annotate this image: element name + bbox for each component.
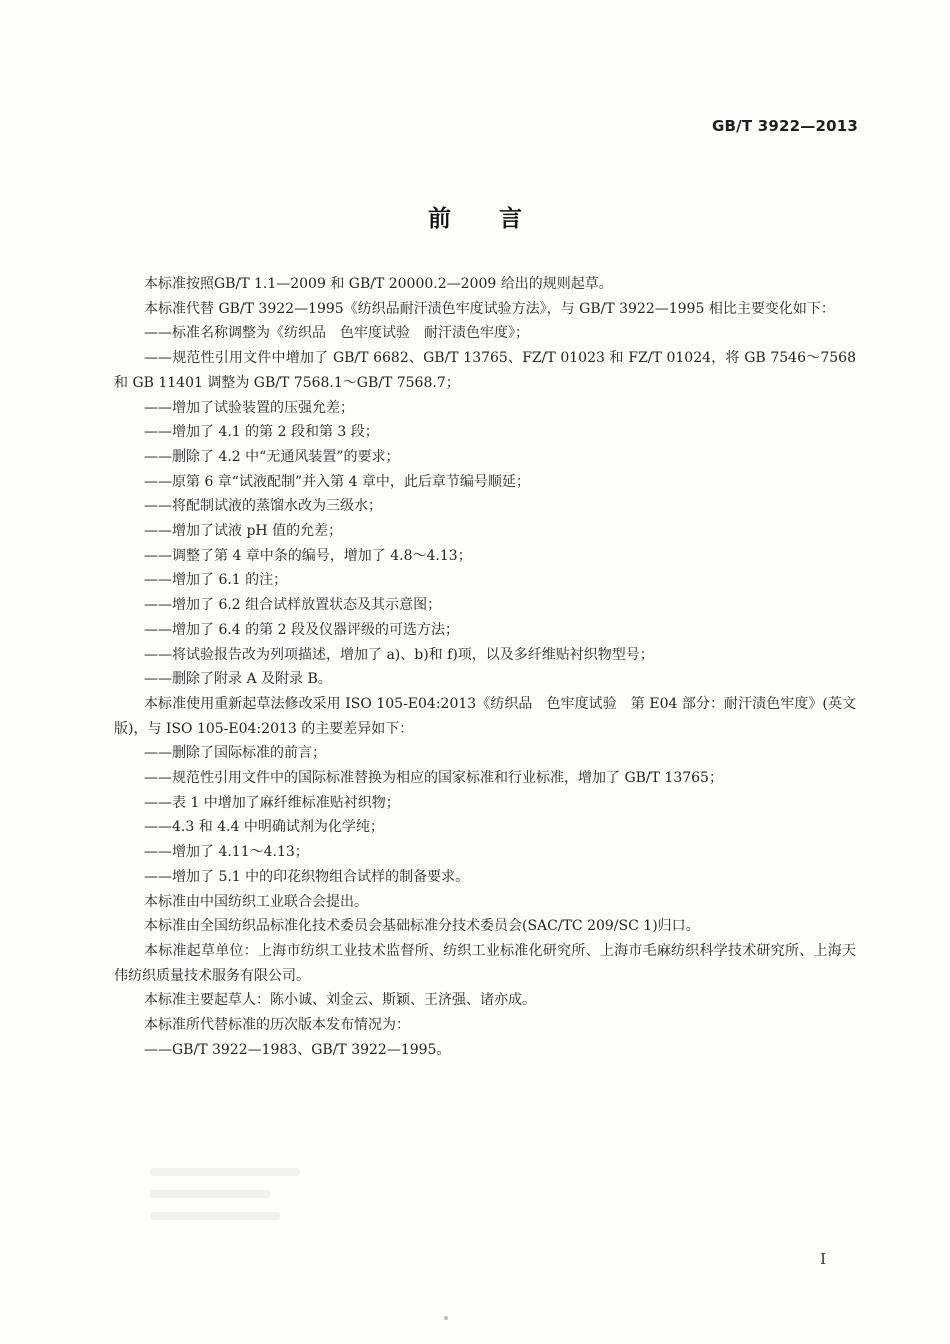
bleed-through-mark <box>150 1190 270 1198</box>
paragraph-drafters: 本标准主要起草人：陈小诚、刘金云、斯颖、王济强、诸亦成。 <box>144 992 536 1009</box>
change-item: ——调整了第 4 章中条的编号，增加了 4.8～4.13； <box>144 547 472 564</box>
change-item: ——增加了 4.1 的第 2 段和第 3 段； <box>144 424 379 441</box>
difference-item: ——4.3 和 4.4 中明确试剂为化学纯； <box>144 819 384 836</box>
bleed-through-mark <box>150 1168 300 1176</box>
history-item: ——GB/T 3922—1983、GB/T 3922—1995。 <box>144 1041 451 1058</box>
paragraph-history-intro: 本标准所代替标准的历次版本发布情况为： <box>144 1017 410 1034</box>
difference-item: ——规范性引用文件中的国际标准替换为相应的国家标准和行业标准，增加了 GB/T 13765； <box>144 770 723 787</box>
paragraph-committee: 本标准由全国纺织品标准化技术委员会基础标准分技术委员会(SAC/TC 209/SC 1)归口。 <box>144 918 700 935</box>
difference-item: ——删除了国际标准的前言； <box>144 745 326 762</box>
page-title: 前言 <box>428 206 570 232</box>
paragraph-drafting-units: 本标准起草单位：上海市纺织工业技术监督所、纺织工业标准化研究所、上海市毛麻纺织科学技术研究所、上海天伟纺织质量技术服务有限公司。 <box>114 942 856 984</box>
change-item: ——删除了 4.2 中“无通风装置”的要求； <box>144 448 400 465</box>
change-item: ——删除了附录 A 及附录 B。 <box>144 671 332 688</box>
difference-item: ——表 1 中增加了麻纤维标准贴衬织物； <box>144 794 400 811</box>
page-number: I <box>820 1250 826 1268</box>
preface-body <box>114 272 856 1063</box>
change-item: ——增加了 6.2 组合试样放置状态及其示意图； <box>144 597 442 614</box>
paragraph-iso-adoption: 本标准使用重新起草法修改采用 ISO 105-E04:2013《纺织品 色牢度试验 第 E04 部分：耐汗渍色牢度》(英文版)，与 ISO 105-E04:2013 的主要差异如下： <box>114 695 856 737</box>
change-item: ——增加了 6.1 的注； <box>144 572 288 589</box>
change-item: ——标准名称调整为《纺织品 色牢度试验 耐汗渍色牢度》； <box>144 325 529 342</box>
change-item: ——增加了试验装置的压强允差； <box>144 399 354 416</box>
scan-speck <box>444 1316 448 1320</box>
standard-number: GB/T 3922—2013 <box>712 117 858 135</box>
paragraph-drafting-rules: 本标准按照GB/T 1.1—2009 和 GB/T 20000.2—2009 给出的规则起草。 <box>144 276 613 292</box>
difference-item: ——增加了 4.11～4.13； <box>144 844 309 861</box>
change-item: ——增加了试液 pH 值的允差； <box>144 523 343 540</box>
change-item: ——增加了 6.4 的第 2 段及仪器评级的可选方法； <box>144 621 459 638</box>
change-item: ——规范性引用文件中增加了 GB/T 6682、GB/T 13765、FZ/T 01023 和 FZ/T 01024，将 GB 7546～7568 和 GB 11401 调整为 GB/T 7568.1～GB/T 7568.7； <box>114 350 856 391</box>
difference-item: ——增加了 5.1 中的印花织物组合试样的制备要求。 <box>144 868 470 885</box>
paragraph-proposer: 本标准由中国纺织工业联合会提出。 <box>144 893 368 910</box>
bleed-through-mark <box>150 1212 280 1220</box>
paragraph-replacement: 本标准代替 GB/T 3922—1995《纺织品耐汗渍色牢度试验方法》，与 GB/T 3922—1995 相比主要变化如下： <box>144 300 835 317</box>
change-item: ——将试验报告改为列项描述，增加了 a)、b)和 f)项，以及多纤维贴衬织物型号； <box>144 646 654 663</box>
change-item: ——原第 6 章“试液配制”并入第 4 章中，此后章节编号顺延； <box>144 473 530 490</box>
change-item: ——将配制试液的蒸馏水改为三级水； <box>144 498 382 515</box>
